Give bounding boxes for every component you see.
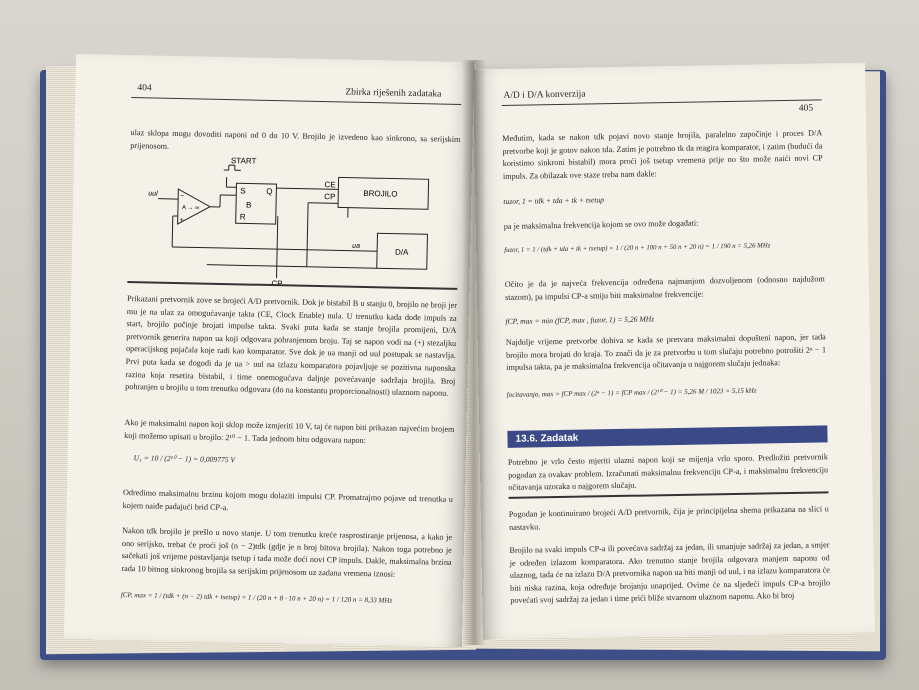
minus-label: −	[180, 193, 185, 201]
amp-label: A → ∞	[181, 205, 200, 212]
max-speed-paragraph: Odredimo maksimalnu brzinu kojom mogu dolaziti impulsi CP. Promatrajmo pojave od trenutka u kojem naiđe padajući brid CP-a.	[122, 487, 454, 512]
equation-fcp-min: fCP, max = min (fCP, max , fuzor, 1) = 5,26 MHz	[505, 314, 655, 326]
running-head-right: A/D i D/A konverzija	[503, 89, 586, 101]
equation-tuzor: tuzor, 1 = tdk + tda + tk + tsetup	[503, 195, 605, 206]
bit-voltage-paragraph: Ako je maksimalni napon koji sklop može izmjeriti 10 V, taj će napon biti prikazan najvećim brojem koji možemo upisati u brojilo: 2¹⁰ − 1. Tada jednom bitu odgovara napon:	[124, 417, 455, 445]
intro-text: ulaz sklopa mogu dovoditi naponi od 0 do 10 V. Brojilo je izvedeno kao sinkrono, sa serijskim prijenosom.	[130, 128, 461, 151]
s-label: S	[240, 186, 246, 196]
header-rule-right	[502, 99, 822, 106]
uul-label: uul	[148, 190, 158, 198]
conversion-time-paragraph: Najdulje vrijeme pretvorbe dobiva se kada se pretvara maksimalni dopušteni napon, jer tada brojilo mora brojati do kraja. To znači da je za pretvorbu u tom slučaju potrebno potrošiti 2ⁿ − 1 impulsa takta, pa je maksimalna frekvencija očitavanja u najgorem slučaju jednaka:	[505, 332, 827, 373]
left-page	[64, 54, 474, 647]
equation-fcp: fCP, max = 1 / (tdk + (n − 2) tdk + tsetup) = 1 / (20 n + 8 · 10 n + 20 n) = 1 / 120 n = 8,33 MHz	[120, 590, 393, 605]
plus-label: +	[179, 217, 184, 225]
r-label: R	[239, 212, 246, 222]
dac-label: D/A	[394, 247, 409, 257]
carry-paragraph: Nakon tdk brojilo je prešlo u novo stanje. U tom trenutku kreće rasprostiranje prijenosa, a kako je ono serijsko, trebat će proći još (n − 2)tdk (gdje je n broj bitova brojila). Nakon toga potrebno je sačekati još vrijeme postavljanja tsetup i tada može doći novi CP impuls. Dakle, maksimalna brzina rada 10 bitnog sinkronog brojila sa serijskim prijenosom uz zadana vremena iznosi:	[121, 525, 453, 579]
counter-label: BROJILO	[363, 188, 398, 199]
ce-label: CE	[324, 180, 336, 190]
running-head-left: Zbirka riješenih zadataka	[345, 87, 442, 100]
cp-label: CP	[324, 192, 336, 202]
page-number-right: 405	[798, 103, 814, 114]
circuit-diagram	[146, 156, 428, 289]
equation-fuzor: fuzor, 1 = 1 / (tdk + tda + tk + tsetup) = 1 / (20 n + 100 n + 50 n + 20 n) = 1 / 190 n = 5,26 MHz	[504, 242, 771, 254]
timing-paragraph: Međutim, kada se nakon tdk pojavi novo stanje brojila, paralelno započinje i proces D/A pretvorbe koji je gotov nakon tda. Zatim je potrebno tk da reagira komparator, i zatim (budući da koristimo sinkroni bistabil) mora proći još tsetup vremena prije no što može naići novi CP impuls. Za obilazak ove staze treba nam dakle:	[502, 128, 823, 181]
equation-u1: U₁ = 10 / (2¹⁰ − 1) = 0,009775 V	[133, 453, 236, 465]
section-title-bar: 13.6. Zadatak	[507, 425, 827, 448]
task-statement: Potrebno je vrlo često mjeriti ulazni napon koji se mijenja vrlo sporo. Predložiti pretvornik pogodan za ovakav problem. Izračunati maksimalnu frekvenciju CP-a, i maksimalnu frekvenciju očitavanja uzoraka u najgorem slučaju.	[507, 452, 829, 493]
equation-focitavanja: focitavanja, max = fCP max / (2ⁿ − 1) = fCP max / (2¹⁰ − 1) = 5,26 M / 1023 = 5,15 kHz	[506, 386, 757, 399]
ua-label: ua	[352, 242, 361, 250]
solution-paragraph: Brojilo na svaki impuls CP-a ili povećava sadržaj za jedan, ili smanjuje sadržaj za jedan, a smjer je određen izlazom komparatora. Ako trenutno stanje brojila odgovara manjem naponu od ulaznog, tada će na izlazu D/A pretvornika napon ua biti manji od uul, i na izlazu komparatora će biti niska razina, koja određuje brojanju unaprijed. Ovime će na sljedeći impuls CP-a brojilo povećati svoj sadržaj za jedan i time prići bliže stvarnom ulaznom naponu. Ako bi broj	[509, 540, 831, 606]
b-label: B	[245, 200, 252, 210]
explanation-paragraph: Prikazani pretvornik zove se brojeći A/D pretvornik. Dok je bistabil B u stanju 0, brojilo ne broji jer mu je na ulaz za omogućavanje takta (CE, Clock Enable) nula. U trenutku kada dođe impuls za start, brojilo počinje brojati impulse takta. Svaki puta kada se stanje brojila promijeni, D/A pretvornik generira napon ua koji odgovara pohranjenom broju. Taj se napon vodi na (+) stezaljku operacijskog pojačala koje radi kao komparator. Sve dok je ua manji od uul postupak se nastavlja. Prvi puta kada se dogodi da je ua > uul na izlazu komparatora pojavljuje se pozitivna naponska razina koja resetira bistabil, i time onemogućava daljnje povećavanje sadržaja brojila. Broj pohranjen u brojilu u tom trenutku odgovara (do na konstantu proporcionalnosti) ulaznom naponu.	[125, 294, 458, 398]
solution-intro: Pogodan je kontinuirano brojeći A/D pretvornik, čija je principijelna shema prikazana na slici u nastavku.	[508, 504, 829, 532]
right-page	[473, 63, 875, 640]
q-label: Q	[266, 186, 273, 197]
page-number-left: 404	[137, 83, 152, 94]
max-freq-intro: pa je maksimalna frekvencija kojom se ovo može događati:	[503, 218, 699, 231]
critical-path-paragraph: Očito je da je najveća frekvencija određena najmanjom dozvoljenom (odnosno najdužom stazom), pa impulsi CP-a smiju biti maksimalne frekvencije:	[504, 274, 825, 302]
start-label: START	[230, 156, 257, 166]
book-gutter	[462, 60, 486, 645]
